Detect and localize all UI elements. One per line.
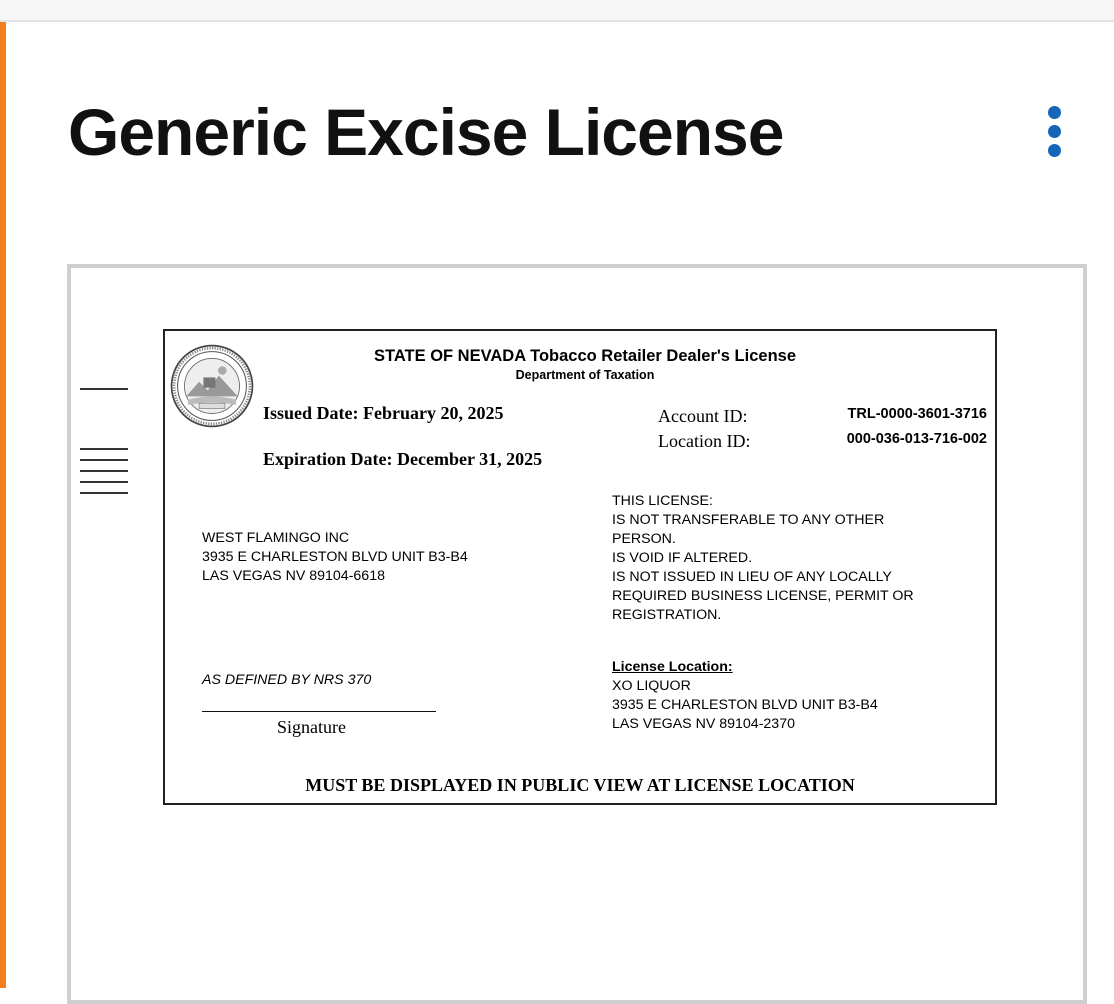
account-id-label: Account ID: (658, 406, 748, 426)
license-location-heading: License Location: (612, 659, 733, 675)
issued-date: Issued Date: February 20, 2025 (263, 403, 504, 423)
page-title: Generic Excise License (68, 95, 784, 169)
account-id-value: TRL-0000-3601-3716 (847, 406, 987, 422)
address-line: XO LIQUOR (612, 678, 691, 694)
license-title: STATE OF NEVADA Tobacco Retailer Dealer's License (373, 347, 797, 365)
license-document (163, 329, 997, 805)
notice-line: IS VOID IF ALTERED. (612, 550, 753, 566)
notice-line: IS NOT ISSUED IN LIEU OF ANY LOCALLY (612, 569, 892, 585)
address-line: 3935 E CHARLESTON BLVD UNIT B3-B4 (612, 697, 878, 713)
department-name: Department of Taxation (515, 368, 655, 382)
notice-line: REQUIRED BUSINESS LICENSE, PERMIT OR (612, 588, 914, 604)
top-bar (0, 0, 1114, 22)
license-location-address (612, 677, 878, 734)
signature-label: Signature (277, 717, 346, 737)
notice-line: PERSON. (612, 531, 676, 547)
business-address (202, 529, 468, 586)
notice-line: REGISTRATION. (612, 607, 722, 623)
notice-line: IS NOT TRANSFERABLE TO ANY OTHER (612, 512, 885, 528)
address-line: LAS VEGAS NV 89104-2370 (612, 716, 795, 732)
address-line: LAS VEGAS NV 89104-6618 (202, 568, 385, 584)
address-line: WEST FLAMINGO INC (202, 530, 350, 546)
location-id-value: 000-036-013-716-002 (846, 431, 987, 447)
notice-line: THIS LICENSE: (612, 493, 713, 509)
display-notice: MUST BE DISPLAYED IN PUBLIC VIEW AT LICENSE LOCATION (305, 775, 855, 795)
location-id-label: Location ID: (658, 431, 751, 451)
expiration-date: Expiration Date: December 31, 2025 (263, 449, 543, 469)
more-vertical-icon[interactable] (1040, 106, 1070, 162)
license-notice (612, 492, 982, 625)
accent-bar (0, 22, 6, 988)
address-line: 3935 E CHARLESTON BLVD UNIT B3-B4 (202, 549, 468, 565)
signature-line (202, 711, 436, 712)
nrs-reference: AS DEFINED BY NRS 370 (202, 672, 372, 688)
